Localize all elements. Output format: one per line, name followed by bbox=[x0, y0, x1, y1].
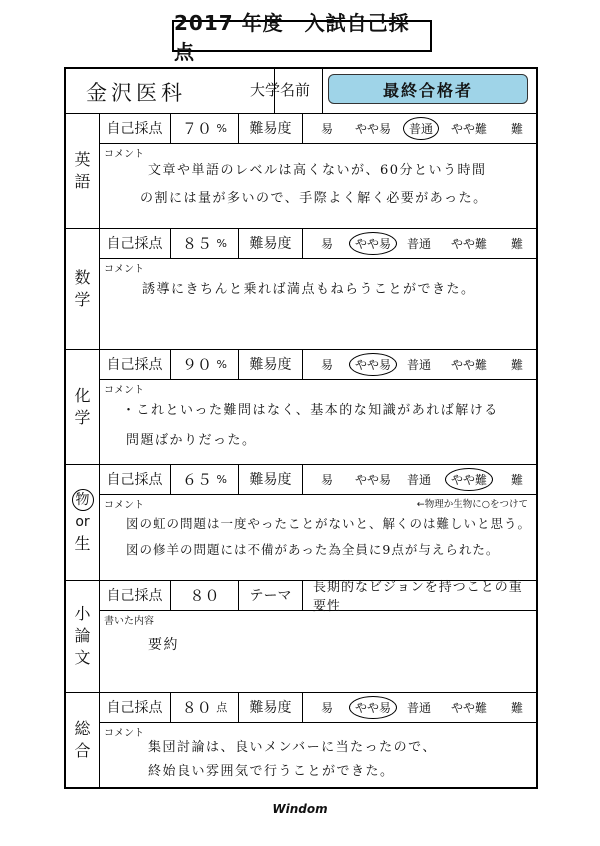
subject-english: 英 語 bbox=[66, 113, 100, 228]
comment-line: 図の修羊の問題には不備があった為全員に9点が与えられた。 bbox=[126, 542, 500, 557]
essay-theme: 長期的なビジョンを持つことの重要性 bbox=[313, 580, 523, 614]
written-content: 要約 bbox=[148, 637, 179, 653]
section-math bbox=[66, 228, 536, 350]
diff-easy: 易 bbox=[321, 472, 334, 487]
diff-hard: 難 bbox=[511, 236, 524, 251]
difficulty-label: 難易度 bbox=[239, 349, 303, 379]
theme-label: テーマ bbox=[239, 580, 303, 610]
diff-slightly-hard: やや難 bbox=[451, 357, 488, 372]
score-row: 自己採点 ７０ % 難易度 易 やや易 普通 やや難 難 bbox=[99, 113, 536, 144]
diff-slightly-easy: やや易 bbox=[355, 472, 392, 487]
page-title: 2017 年度 入試自己採点 bbox=[172, 20, 432, 52]
comment-line: 図の虹の問題は一度やったことがないと、解くのは難しいと思う。 bbox=[126, 516, 532, 531]
subject-math: 数 学 bbox=[66, 228, 100, 349]
subject-physics-or-biology: 物 or 生 bbox=[66, 464, 100, 580]
self-score-label: 自己採点 bbox=[99, 113, 171, 143]
instruction-note: ←物理か生物に○をつけて bbox=[416, 499, 528, 510]
result-badge: 最終合格者 bbox=[328, 74, 528, 104]
physics-circled: 物 bbox=[72, 489, 94, 511]
score-row: 自己採点 ９０ % 難易度 易 やや易 普通 やや難 難 bbox=[99, 349, 536, 380]
score-value: ６５ bbox=[182, 470, 213, 489]
section-biology bbox=[66, 464, 536, 581]
comment-line: の割には量が多いので、手際よく解く必要があった。 bbox=[140, 191, 488, 206]
comment-label: コメント bbox=[104, 728, 144, 739]
comment-label: コメント bbox=[104, 149, 144, 160]
university-name: 金沢医科 bbox=[86, 81, 186, 105]
diff-normal: 普通 bbox=[407, 472, 432, 487]
score-row bbox=[99, 580, 536, 614]
section-overall bbox=[66, 692, 536, 787]
name-label: 名前 bbox=[280, 81, 311, 99]
comment-line: 問題ばかりだった。 bbox=[126, 433, 257, 448]
difficulty-label: 難易度 bbox=[239, 464, 303, 494]
section-english bbox=[66, 113, 536, 229]
footer-brand: Windom bbox=[272, 802, 328, 816]
subject-essay: 小 論 文 bbox=[66, 580, 100, 692]
diff-slightly-easy-selected: やや易 bbox=[349, 228, 397, 258]
self-score-label: 自己採点 bbox=[99, 464, 171, 494]
comment-label: コメント bbox=[104, 385, 144, 396]
diff-hard: 難 bbox=[511, 357, 524, 372]
diff-slightly-hard: やや難 bbox=[451, 236, 488, 251]
self-score-label: 自己採点 bbox=[99, 580, 171, 610]
diff-normal-selected: 普通 bbox=[403, 113, 439, 143]
diff-normal: 普通 bbox=[407, 700, 432, 715]
difficulty-label: 難易度 bbox=[239, 113, 303, 143]
diff-slightly-easy-selected: やや易 bbox=[349, 692, 397, 722]
diff-easy: 易 bbox=[321, 357, 334, 372]
diff-normal: 普通 bbox=[407, 236, 432, 251]
diff-slightly-hard: やや難 bbox=[451, 121, 488, 136]
diff-easy: 易 bbox=[321, 121, 334, 136]
comment-line: 集団討論は、良いメンバーに当たったので、 bbox=[148, 740, 437, 755]
header-row bbox=[66, 69, 536, 114]
subject-overall: 総 合 bbox=[66, 692, 100, 787]
difficulty-label: 難易度 bbox=[239, 228, 303, 258]
diff-normal: 普通 bbox=[407, 357, 432, 372]
diff-slightly-hard: やや難 bbox=[451, 700, 488, 715]
diff-easy: 易 bbox=[321, 236, 334, 251]
section-chemistry bbox=[66, 349, 536, 465]
diff-hard: 難 bbox=[511, 700, 524, 715]
comment-line: 誘導にきちんと乗れば満点もねらうことができた。 bbox=[142, 282, 476, 297]
university-suffix: 大学 bbox=[250, 81, 281, 99]
score-value: ７０ bbox=[182, 119, 213, 138]
subject-chemistry: 化 学 bbox=[66, 349, 100, 464]
score-row: 自己採点 ６５ % 難易度 易 やや易 普通 やや難 難 bbox=[99, 464, 536, 495]
comment-line: 終始良い雰囲気で行うことができた。 bbox=[148, 764, 395, 779]
diff-slightly-easy-selected: やや易 bbox=[349, 349, 397, 379]
diff-hard: 難 bbox=[511, 121, 524, 136]
written-content-label: 書いた内容 bbox=[104, 616, 154, 627]
diff-easy: 易 bbox=[321, 700, 334, 715]
diff-hard: 難 bbox=[511, 472, 524, 487]
score-value: ８０ bbox=[181, 698, 212, 717]
comment-label: コメント bbox=[104, 500, 144, 511]
difficulty-label: 難易度 bbox=[239, 692, 303, 722]
self-score-label: 自己採点 bbox=[99, 692, 171, 722]
score-value: ９０ bbox=[182, 355, 213, 374]
diff-slightly-hard-selected: やや難 bbox=[445, 464, 493, 494]
self-score-label: 自己採点 bbox=[99, 349, 171, 379]
score-value: ８５ bbox=[182, 234, 213, 253]
comment-line: 文章や単語のレベルは高くないが、60分という時間 bbox=[148, 163, 487, 178]
score-value: ８０ bbox=[189, 586, 220, 605]
comment-line: ・これといった難問はなく、基本的な知識があれば解ける bbox=[122, 403, 499, 418]
score-row: 自己採点 ８５ % 難易度 易 やや易 普通 やや難 難 bbox=[99, 228, 536, 259]
section-essay bbox=[66, 580, 536, 693]
comment-label: コメント bbox=[104, 264, 144, 275]
diff-slightly-easy: やや易 bbox=[355, 121, 392, 136]
score-row: 自己採点 ８０ 点 難易度 易 やや易 普通 やや難 難 bbox=[99, 692, 536, 723]
self-score-label: 自己採点 bbox=[99, 228, 171, 258]
score-sheet bbox=[64, 67, 538, 789]
